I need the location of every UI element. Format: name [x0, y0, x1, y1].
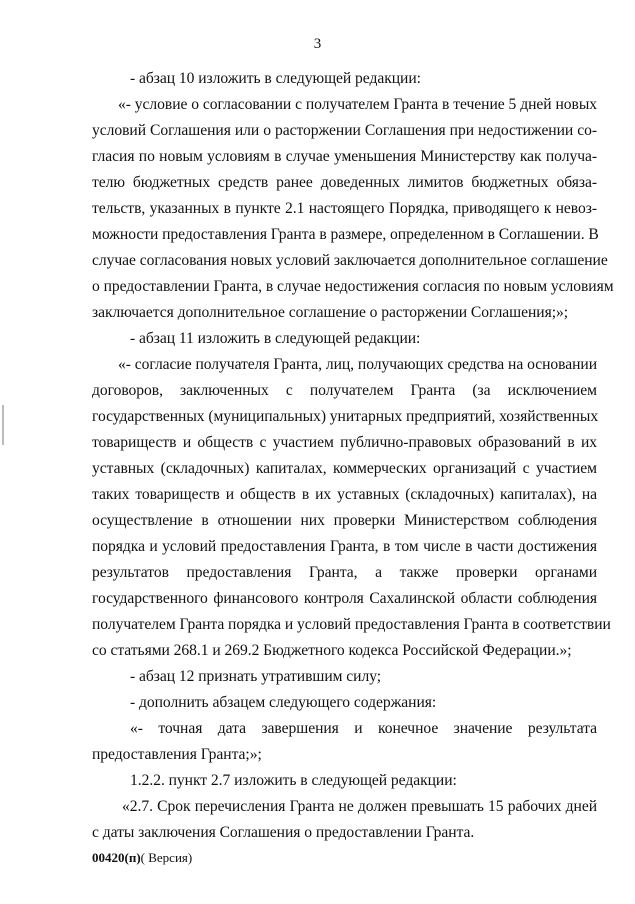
- paragraph-9: [92, 794, 597, 846]
- text-line: со статьями 268.1 и 269.2 Бюджетного кодекса Российской Федерации.»;: [92, 642, 572, 659]
- text-line: гласия по новым условиям в случае уменьшения Министерству как получа-: [92, 148, 597, 165]
- document-code: 00420(п): [92, 850, 141, 865]
- text-line: - абзац 11 изложить в следующей редакции:: [130, 330, 421, 347]
- text-line: «- согласие получателя Гранта, лиц, получающих средства на основании: [118, 356, 597, 373]
- text-line: 1.2.2. пункт 2.7 изложить в следующей редакции:: [130, 772, 457, 789]
- text-line: осуществление в отношении них проверки Министерством соблюдения: [92, 512, 597, 529]
- text-line: «- условие о согласовании с получателем Гранта в течение 5 дней новых: [118, 96, 597, 113]
- text-line: - дополнить абзацем следующего содержания:: [130, 694, 437, 711]
- text-line: таких товариществ и обществ в их уставных (складочных) капиталах), на: [92, 486, 597, 503]
- text-line: о предоставлении Гранта, в случае недостижения согласия по новым условиям: [92, 278, 614, 295]
- text-line: с даты заключения Соглашения о предоставлении Гранта.: [92, 824, 475, 841]
- text-line: договоров, заключенных с получателем Гранта (за исключением: [92, 382, 597, 399]
- paragraph-1: [130, 66, 600, 92]
- page-number: 3: [313, 36, 322, 52]
- text-line: случае согласования новых условий заключается дополнительное соглашение: [92, 252, 608, 269]
- text-line: можности предоставления Гранта в размере, определенном в Соглашении. В: [92, 226, 599, 243]
- text-line: государственных (муниципальных) унитарных предприятий, хозяйственных: [92, 408, 599, 425]
- paragraph-7: [92, 716, 597, 768]
- text-line: результатов предоставления Гранта, а также проверки органами: [92, 564, 597, 581]
- text-line: телю бюджетных средств ранее доведенных лимитов бюджетных обяза-: [92, 174, 597, 191]
- text-line: получателем Гранта порядка и условий предоставления Гранта в соответствии: [92, 616, 611, 633]
- paragraph-3: [130, 326, 600, 352]
- text-line: товариществ и обществ с участием публично-правовых образований в их: [92, 434, 597, 451]
- text-line: - абзац 10 изложить в следующей редакции:: [130, 70, 421, 87]
- paragraph-5: [130, 664, 600, 690]
- text-line: заключается дополнительное соглашение о расторжении Соглашения;»;: [92, 304, 569, 321]
- text-line: - абзац 12 признать утратившим силу;: [130, 668, 382, 685]
- text-line: государственного финансового контроля Сахалинской области соблюдения: [92, 590, 597, 607]
- paragraph-8: [130, 768, 600, 794]
- document-footer: [92, 850, 192, 866]
- paragraph-2: [92, 92, 614, 326]
- scan-edge-mark: [2, 405, 4, 445]
- text-line: порядка и условий предоставления Гранта, в том числе в части достижения: [92, 538, 597, 555]
- text-line: «2.7. Срок перечисления Гранта не должен превышать 15 рабочих дней: [122, 798, 597, 815]
- text-line: предоставления Гранта;»;: [92, 746, 262, 763]
- text-line: условий Соглашения или о расторжении Соглашения при недостижении со-: [92, 122, 597, 139]
- paragraph-4: [92, 352, 611, 664]
- paragraph-6: [130, 690, 600, 716]
- document-version: ( Версия): [140, 850, 193, 865]
- text-line: уставных (складочных) капиталах, коммерческих организаций с участием: [92, 460, 597, 477]
- text-line: тельств, указанных в пункте 2.1 настоящего Порядка, приводящего к невоз-: [92, 200, 597, 217]
- text-line: «- точная дата завершения и конечное значение результата: [130, 720, 597, 737]
